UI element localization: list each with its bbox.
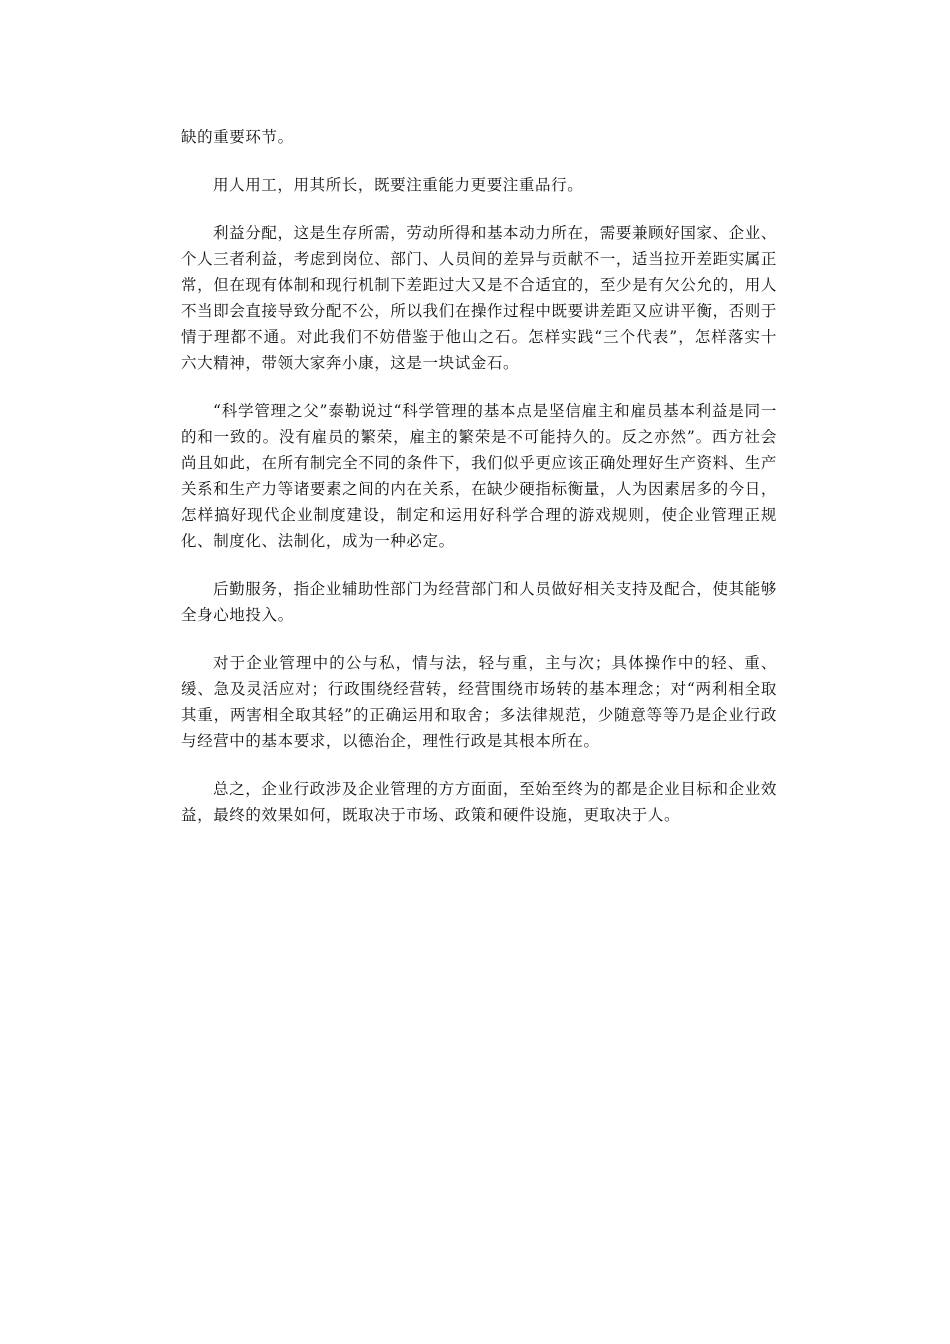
paragraph-benefit-distribution: 利益分配，这是生存所需，劳动所得和基本动力所在，需要兼顾好国家、企业、个人三者利益，考虑到岗位、部门、人员间的差异与贡献不一，适当拉开差距实属正常，但在现有体制和现行机制下差距过大又是不合适宜的，至少是有欠公允的，用人不当即会直接导致分配不公，所以我们在操作过程中既要讲差距又应讲平衡，否则于情于理都不通。对此我们不妨借鉴于他山之石。怎样实践“三个代表”，怎样落实十六大精神，带领大家奔小康，这是一块试金石。 bbox=[181, 224, 777, 372]
paragraph-employment: 用人用工，用其所长，既要注重能力更要注重品行。 bbox=[213, 176, 584, 194]
paragraph-continuation: 缺的重要环节。 bbox=[181, 128, 294, 146]
document-body bbox=[181, 124, 777, 850]
paragraph-scientific-management: “科学管理之父”泰勒说过“科学管理的基本点是坚信雇主和雇员基本利益是同一的和一致的。没有雇员的繁荣，雇主的繁荣是不可能持久的。反之亦然”。西方社会尚且如此，在所有制完全不同的条件下，我们似乎更应该正确处理好生产资料、生产关系和生产力等诸要素之间的内在关系，在缺少硬指标衡量，人为因素居多的今日，怎样搞好现代企业制度建设，制定和运用好科学合理的游戏规则，使企业管理正规化、制度化、法制化，成为一种必定。 bbox=[181, 402, 777, 550]
paragraph-conclusion: 总之，企业行政涉及企业管理的方方面面，至始至终为的都是企业目标和企业效益，最终的效果如何，既取决于市场、政策和硬件设施，更取决于人。 bbox=[181, 780, 777, 824]
paragraph-management-principles: 对于企业管理中的公与私，情与法，轻与重，主与次；具体操作中的轻、重、缓、急及灵活应对；行政围绕经营转，经营围绕市场转的基本理念；对“两利相全取其重，两害相全取其轻”的正确运用和取舍；多法律规范，少随意等等乃是企业行政与经营中的基本要求，以德治企，理性行政是其根本所在。 bbox=[181, 654, 777, 750]
paragraph-logistics-service: 后勤服务，指企业辅助性部门为经营部门和人员做好相关支持及配合，使其能够全身心地投入。 bbox=[181, 580, 777, 624]
